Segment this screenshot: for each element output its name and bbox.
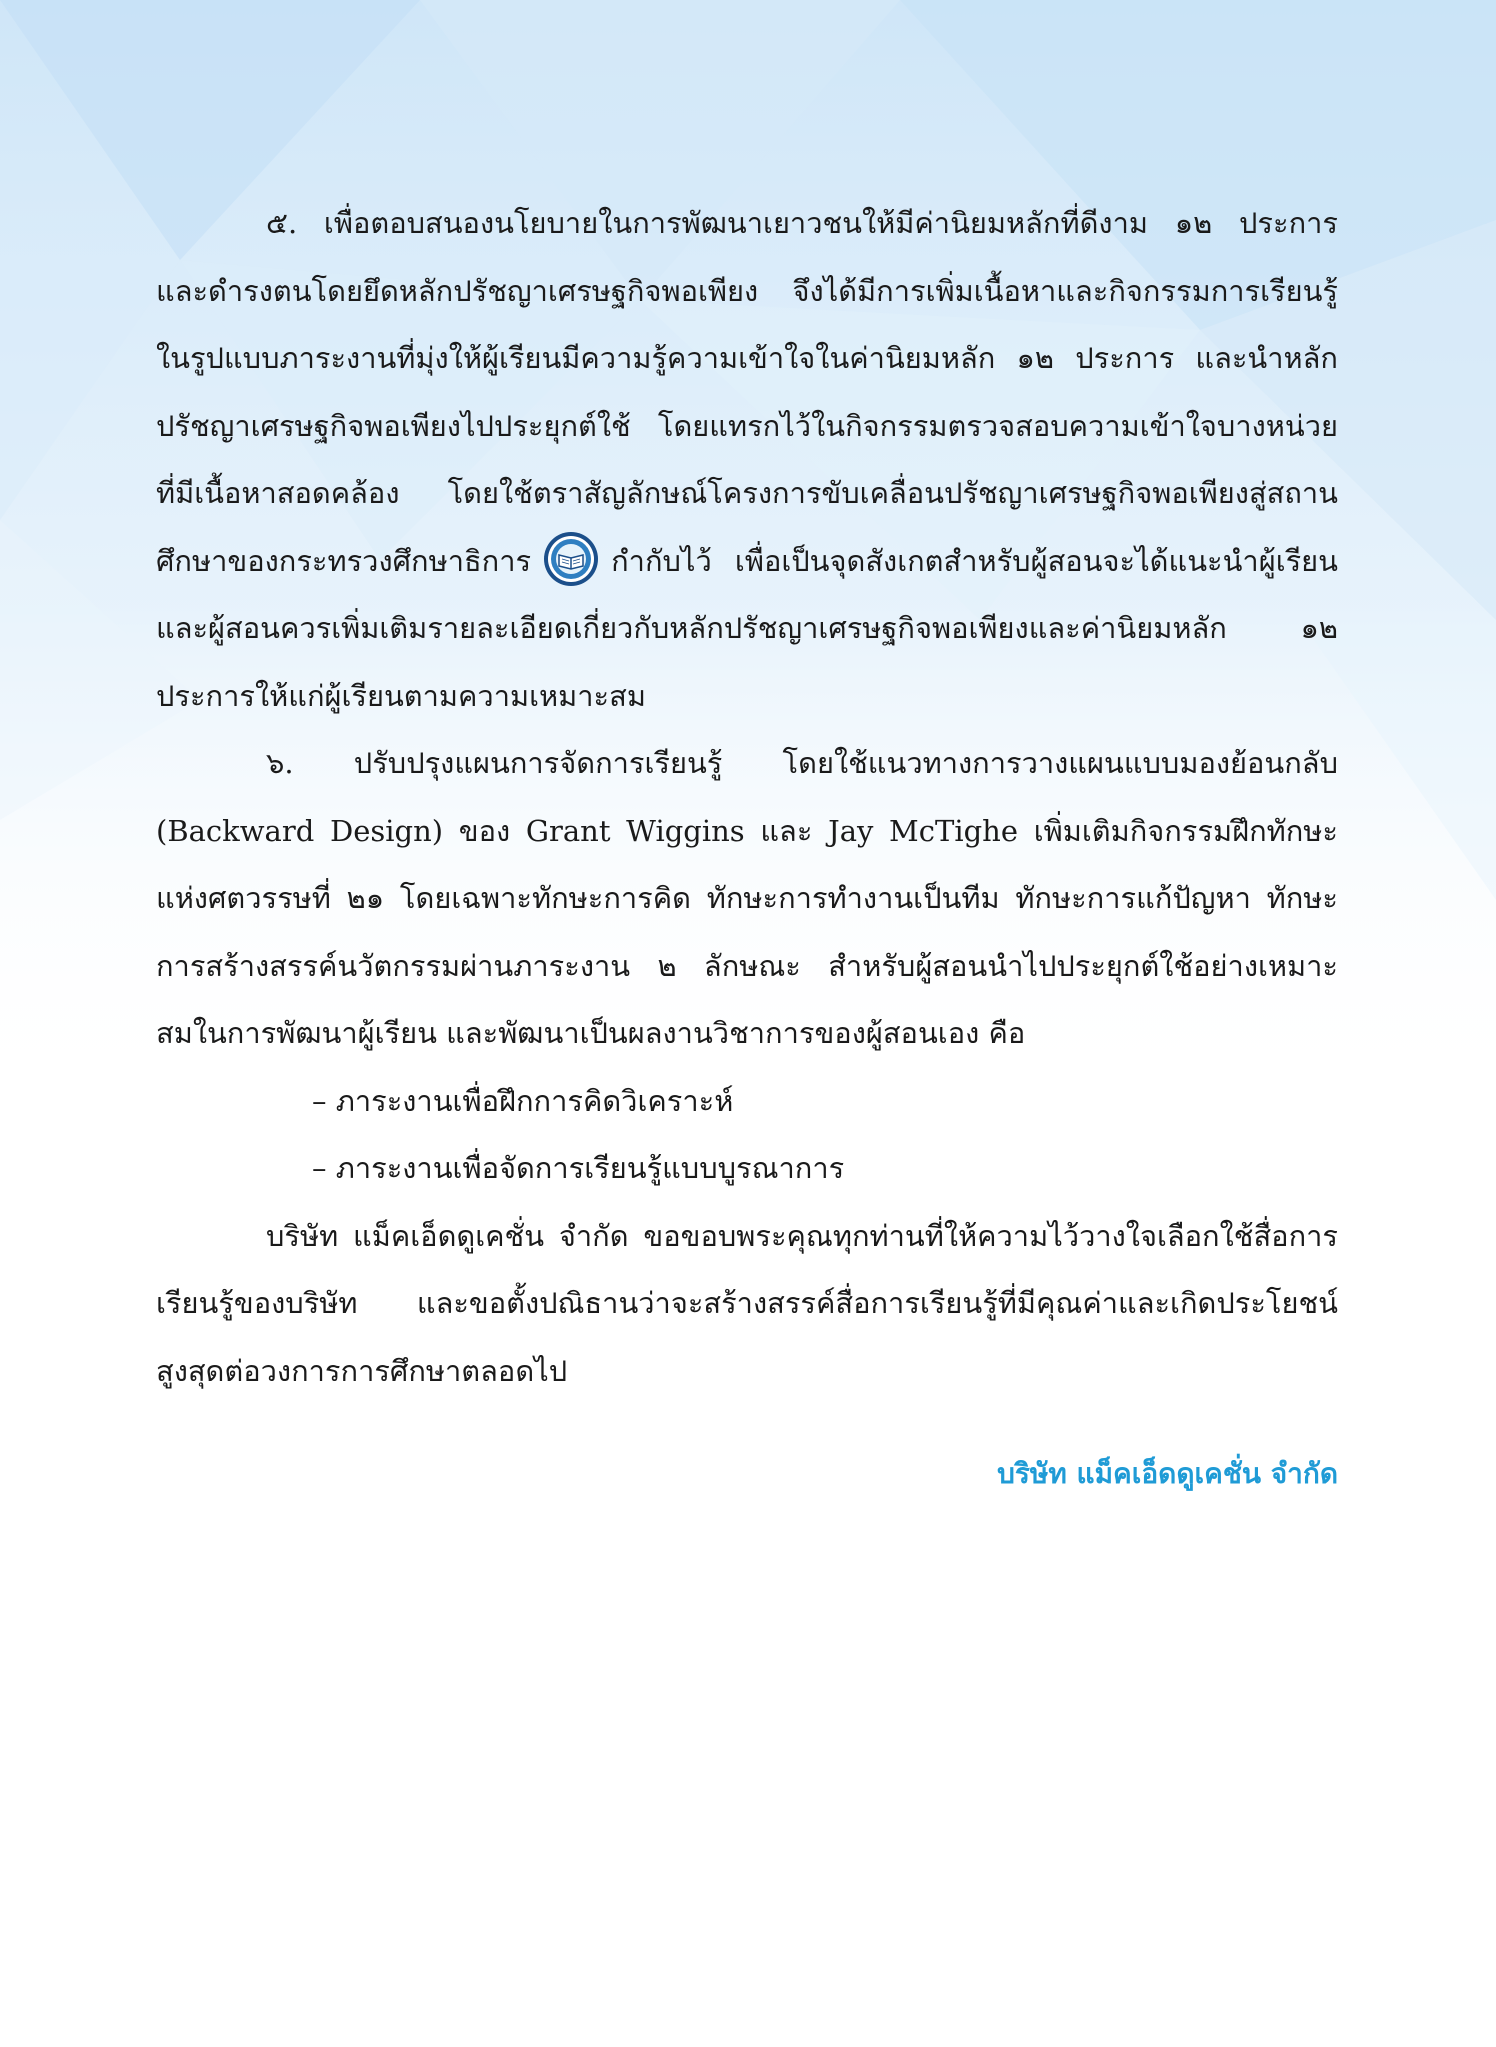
- paragraph-5: [156, 190, 1338, 730]
- paragraph-6: ๖. ปรับปรุงแผนการจัดการเรียนรู้ โดยใช้แนวทางการวางแผนแบบมองย้อนกลับ (Backward Design) ของ Grant Wiggins และ Jay McTighe เพิ่มเติมกิจกรรมฝึกทักษะแห่งศตวรรษที่ ๒๑ โดยเฉพาะทักษะการคิด ทักษะการทำงานเป็นทีม ทักษะการแก้ปัญหา ทักษะการสร้างสรรค์นวัตกรรมผ่านภาระงาน ๒ ลักษณะ สำหรับผู้สอนนำไปประยุกต์ใช้อย่างเหมาะสมในการพัฒนาผู้เรียน และพัฒนาเป็นผลงานวิชาการของผู้สอนเอง คือ: [156, 746, 1338, 1050]
- task-list: [156, 1068, 1338, 1203]
- list-item: – ภาระงานเพื่อฝึกการคิดวิเคราะห์: [312, 1083, 734, 1118]
- body-text: [156, 190, 1338, 1405]
- list-item: – ภาระงานเพื่อจัดการเรียนรู้แบบบูรณาการ: [312, 1151, 845, 1185]
- company-signature: บริษัท แม็คเอ็ดดูเคชั่น จำกัด: [997, 1457, 1338, 1490]
- sufficiency-economy-seal-icon: [543, 531, 599, 587]
- paragraph-5-text-after-seal: กำกับไว้ เพื่อเป็นจุดสังเกตสำหรับผู้สอนจะได้แนะนำผู้เรียน และผู้สอนควรเพิ่มเติมรายละเอียดเกี่ยวกับหลักปรัชญาเศรษฐกิจพอเพียงและค่านิยมหลัก ๑๒ ประการให้แก่ผู้เรียนตามความเหมาะสม: [156, 543, 1338, 713]
- paragraph-5-text-before-seal: ๕. เพื่อตอบสนองนโยบายในการพัฒนาเยาวชนให้มีค่านิยมหลักที่ดีงาม ๑๒ ประการ และดำรงตนโดยยึดหลักปรัชญาเศรษฐกิจพอเพียง จึงได้มีการเพิ่มเนื้อหาและกิจกรรมการเรียนรู้ในรูปแบบภาระงานที่มุ่งให้ผู้เรียนมีความรู้ความเข้าใจในค่านิยมหลัก ๑๒ ประการ และนำหลักปรัชญาเศรษฐกิจพอเพียงไปประยุกต์ใช้ โดยแทรกไว้ในกิจกรรมตรวจสอบความเข้าใจบางหน่วยที่มีเนื้อหาสอดคล้อง โดยใช้ตราสัญลักษณ์โครงการขับเคลื่อนปรัชญาเศรษฐกิจพอเพียงสู่สถานศึกษาของกระทรวงศึกษาธิการ: [156, 206, 1338, 578]
- closing-paragraph: บริษัท แม็คเอ็ดดูเคชั่น จำกัด ขอขอบพระคุณทุกท่านที่ให้ความไว้วางใจเลือกใช้สื่อการเรียนรู้ของบริษัท และขอตั้งปณิธานว่าจะสร้างสรรค์สื่อการเรียนรู้ที่มีคุณค่าและเกิดประโยชน์สูงสุดต่อวงการการศึกษาตลอดไป: [156, 1218, 1338, 1388]
